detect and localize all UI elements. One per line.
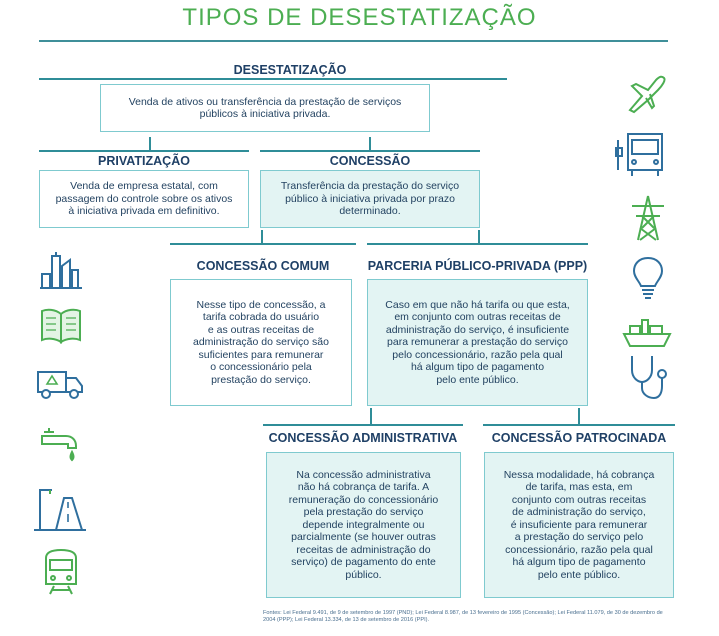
connector-ppp: [478, 230, 480, 243]
garbage-truck-icon: [36, 364, 84, 400]
connector-concessao: [369, 137, 371, 151]
privatizacao-box: Venda de empresa estatal, com passagem do controle sobre os ativos à iniciativa privada em definitivo.: [39, 170, 249, 228]
ppp-underline: [367, 243, 588, 245]
administrativa-underline: [263, 424, 463, 426]
sources-footnote: Fontes: Lei Federal 9.491, de 9 de setembro de 1997 (PND); Lei Federal 8.987, de 13 fevereiro de 1995 (Concessão); Lei Federal 11.079, de 30 de dezembro de 2004 (PPP); Lei Federal 13.334, de 13 de setembro de 2016 (PPI).: [263, 610, 663, 624]
privatizacao-underline: [39, 150, 249, 152]
administrativa-heading: CONCESSÃO ADMINISTRATIVA: [268, 431, 458, 445]
ship-icon: [622, 314, 672, 348]
ppp-box: Caso em que não há tarifa ou que esta, em conjunto com outras receitas de administração do serviço, é insuficiente para remunerar a prestação do serviço pelo concessionário, razão pela qual há algum tipo de pagamento pelo ente público.: [367, 279, 588, 406]
concessao-comum-heading: CONCESSÃO COMUM: [196, 259, 330, 273]
street-road-icon: [34, 484, 86, 532]
airplane-icon: [626, 72, 670, 116]
light-bulb-icon: [630, 256, 666, 300]
concessao-underline: [260, 150, 480, 152]
water-tap-icon: [40, 422, 82, 464]
ppp-heading: PARCERIA PÚBLICO-PRIVADA (PPP): [367, 259, 588, 273]
patrocinada-underline: [483, 424, 675, 426]
patrocinada-heading: CONCESSÃO PATROCINADA: [491, 431, 667, 445]
bus-icon: [614, 130, 666, 178]
connector-administrativa: [370, 408, 372, 424]
train-icon: [40, 548, 82, 596]
title-divider: [39, 40, 668, 42]
desestatizacao-underline: [39, 78, 507, 80]
concessao-heading: CONCESSÃO: [329, 154, 411, 168]
city-buildings-icon: [40, 248, 82, 290]
desestatizacao-heading: DESESTATIZAÇÃO: [233, 63, 347, 77]
concessao-comum-box: Nesse tipo de concessão, a tarifa cobrada do usuário e as outras receitas de administração do serviço são suficientes para remunerar o concessionário pela prestação do serviço.: [170, 279, 352, 406]
open-book-icon: [40, 306, 82, 344]
concessao-comum-underline: [170, 243, 356, 245]
power-tower-icon: [628, 194, 668, 242]
privatizacao-heading: PRIVATIZAÇÃO: [98, 154, 190, 168]
administrativa-box: Na concessão administrativa não há cobrança de tarifa. A remuneração do concessionário pela prestação do serviço depende integralmente ou parcialmente (se houver outras receitas de administração do serviço) de pagamento do ente público.: [266, 452, 461, 598]
connector-patrocinada: [578, 408, 580, 424]
concessao-box: Transferência da prestação do serviço público à iniciativa privada por prazo determinado.: [260, 170, 480, 228]
connector-concessao-comum: [261, 230, 263, 243]
connector-privatizacao: [149, 137, 151, 151]
desestatizacao-box: Venda de ativos ou transferência da prestação de serviços públicos à iniciativa privada.: [100, 84, 430, 132]
stethoscope-icon: [626, 354, 670, 400]
page-title: TIPOS DE DESESTATIZAÇÃO: [182, 4, 537, 31]
patrocinada-box: Nessa modalidade, há cobrança de tarifa, mas esta, em conjunto com outras receitas de administração do serviço, é insuficiente para remunerar a prestação do serviço pelo concessionário, razão pela qual há algum tipo de pagamento pelo ente público.: [484, 452, 674, 598]
